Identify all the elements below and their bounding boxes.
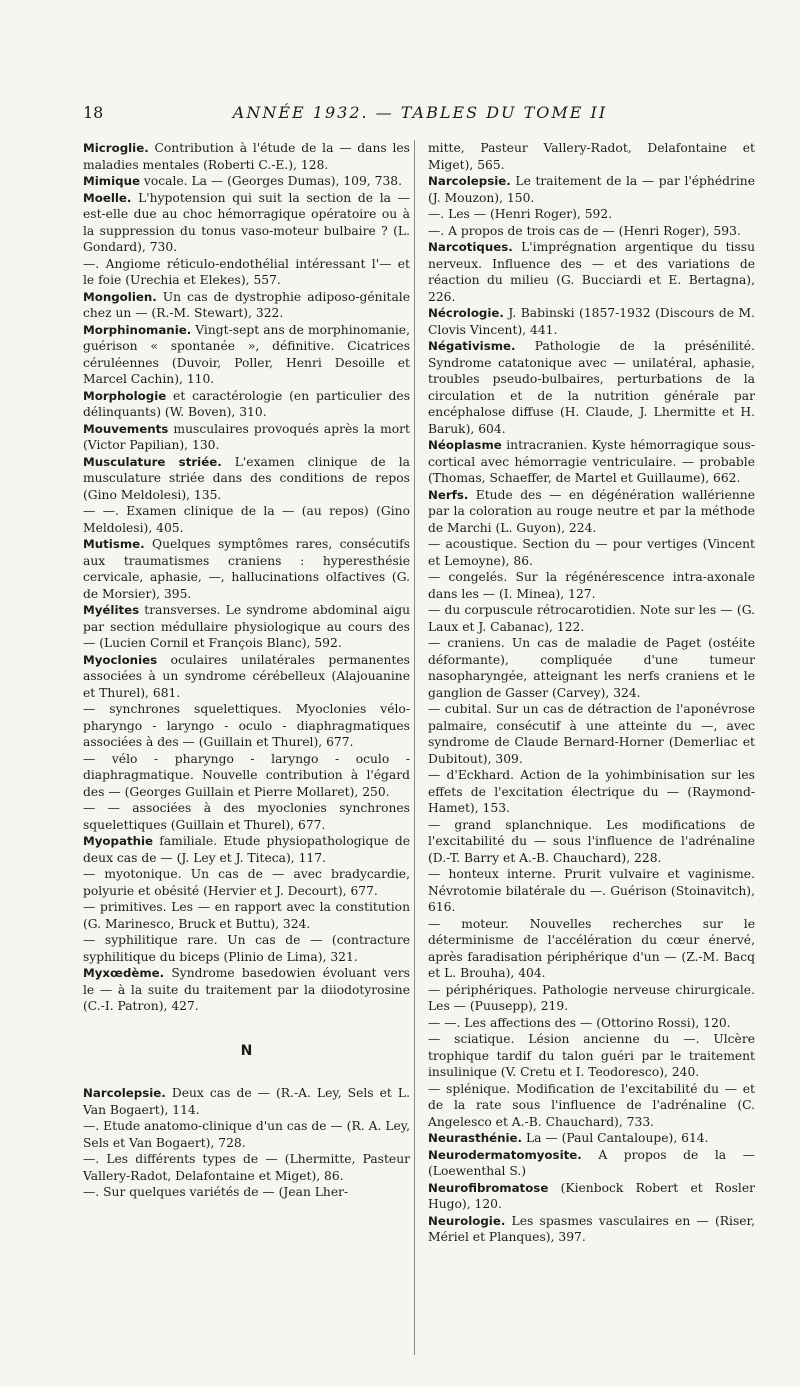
index-entry [83,173,410,190]
entry-text: — —. Les affections des — (Ottorino Rossi), 120. [428,1015,731,1030]
entry-text: — moteur. Nouvelles recherches sur le déterminisme de l'accélération du cœur énervé, après faradisation périphérique d'un — (Z.-M. Bacq et L. Brouha), 404. [428,916,755,980]
index-entry [83,932,410,965]
entry-text: L'imprégnation argentique du tissu nerveux. Influence des — et des variations de réaction du milieu (G. Bucciardi et E. Bertagna), 226. [428,240,755,304]
index-entry [428,536,755,569]
index-entry [83,190,410,256]
entry-text: L'examen clinique de la musculature striée dans des conditions de repos (Gino Meldolesi), 135. [83,454,410,502]
entry-headword: Moelle. [83,190,132,205]
right-column [428,140,755,1246]
index-entry [83,388,410,421]
running-title: ANNÉE 1932. — TABLES DU TOME II [232,103,608,122]
index-entry [83,421,410,454]
index-entry [428,140,755,173]
entry-text: intracranien. Kyste hémorragique sous-cortical avec hémorragie ventriculaire. — probable (Thomas, Schaeffer, de Martel et Guillaume), 662. [428,438,755,485]
entry-headword: Neurofibromatose [428,1180,549,1195]
index-entry [428,239,755,305]
entry-text: — splénique. Modification de l'excitabilité du — et de la rate sous l'influence de l'adrénaline (C. Angelesco et A.-B. Chauchard), 733. [428,1081,755,1129]
index-entry [428,487,755,537]
index-entry [428,602,755,635]
index-entry [83,454,410,504]
index-entry [428,1147,755,1180]
entry-text: vocale. La — (Georges Dumas), 109, 738. [139,174,402,188]
index-entry [428,206,755,223]
index-entry [83,289,410,322]
entry-text: (Kienbock Robert et Rosler Hugo), 120. [428,1180,755,1211]
entry-text: — d'Eckhard. Action de la yohimbinisation sur les effets de l'excitation électrique du — (Raymond-Hamet), 153. [428,768,755,815]
entry-text: — grand splanchnique. Les modifications de l'excitabilité du — sous l'influence de l'adrénaline (D.-T. Barry et A.-B. Chauchard), 228. [428,817,755,865]
page-header [0,103,800,125]
entry-text: — myotonique. Un cas de — avec bradycardie, polyurie et obésité (Hervier et J. Decourt), 677. [83,867,410,898]
entry-text: —. Les — (Henri Roger), 592. [428,207,613,221]
index-entry [428,1180,755,1213]
entry-text: Un cas de dystrophie adiposo-génitale chez un — (R.-M. Stewart), 322. [83,289,410,320]
index-entry [83,1151,410,1184]
index-entry [428,223,755,240]
entry-text: J. Babinski (1857-1932 (Discours de M. Clovis Vincent), 441. [428,306,755,337]
index-entry [428,173,755,206]
entry-text: La — (Paul Cantaloupe), 614. [522,1131,709,1145]
entry-headword: Narcolepsie. [83,1086,166,1100]
entry-text: —. Sur quelques variétés de — (Jean Lher- [83,1185,349,1199]
entry-text: — — associées à des myoclonies synchrones squelettiques (Guillain et Thurel), 677. [83,801,410,832]
entry-text: — synchrones squelettiques. Myoclonies vélo-pharyngo - laryngo - oculo - diaphragmatiques associées à des — (Guillain et Thurel), 677. [83,702,410,749]
entry-text: familiale. Etude physiopathologique de deux cas de — (J. Ley et J. Titeca), 117. [83,834,410,865]
entry-headword: Mimique [83,174,140,188]
index-entry [428,767,755,817]
entry-text: — acoustique. Section du — pour vertiges (Vincent et Lemoyne), 86. [428,537,755,568]
entry-text: A propos de la — (Loewenthal S.) [428,1147,755,1178]
entry-headword: Neurodermatomyosite. [428,1147,582,1162]
index-entry [83,965,410,1015]
entry-headword: Narcotiques. [428,240,513,254]
entry-text: et caractérologie (en particulier des délinquants) (W. Boven), 310. [83,388,410,419]
entry-headword: Neurologie. [428,1213,506,1228]
index-entry [428,1015,755,1032]
entry-text: mitte, Pasteur Vallery-Radot, Delafontaine et Miget), 565. [428,141,755,172]
entry-text: Le traitement de la — par l'éphédrine (J. Mouzon), 150. [428,174,755,205]
index-entry [83,866,410,899]
entry-headword: Nerfs. [428,487,469,502]
entry-text: L'hypotension qui suit la section de la — est-elle due au choc hémorragique opératoire ou à la suppression du tonus vaso-moteur bulbaire ? (L. Gondard), 730. [83,190,410,254]
entry-headword: Musculature striée. [83,454,222,469]
index-entry [83,800,410,833]
index-entry [83,536,410,602]
index-entry [428,1213,755,1246]
entry-text: Syndrome basedowien évoluant vers le — à la suite du traitement par la diiodotyrosine (C.-I. Patron), 427. [83,966,410,1013]
index-entry [428,1130,755,1147]
entry-text: —. Etude anatomo-clinique d'un cas de — (R. A. Ley, Sels et Van Bogaert), 728. [83,1119,410,1150]
entry-text: musculaires provoqués après la mort (Victor Papilian), 130. [83,421,410,452]
index-entry [428,1031,755,1081]
index-entry [83,503,410,536]
index-entry [428,437,755,487]
entry-text: — cubital. Sur un cas de détraction de l'aponévrose palmaire, consécutif à une atteinte du —, avec syndrome de Claude Bernard-Horner (Demerliac et Dubitout), 309. [428,702,755,766]
index-entry [83,1184,410,1201]
entry-headword: Neurasthénie. [428,1131,523,1145]
entry-text: — congelés. Sur la régénérescence intra-axonale dans les — (I. Minea), 127. [428,570,755,601]
index-entry [83,751,410,801]
index-entry [428,866,755,916]
index-entry [83,833,410,866]
entry-text: — vélo - pharyngo - laryngo - oculo - diaphragmatique. Nouvelle contribution à l'égard des — (Georges Guillain et Pierre Mollaret), 250. [83,751,410,799]
entry-headword: Myoclonies [83,652,158,667]
entry-text: — sciatique. Lésion ancienne du —. Ulcère trophique tardif du talon guéri par le traitement insulinique (V. Cretu et I. Teodoresco), 240. [428,1032,755,1079]
index-entry [83,1085,410,1118]
entry-text: — honteux interne. Prurit vulvaire et vaginisme. Névrotomie bilatérale du —. Guérison (Stoinavitch), 616. [428,867,755,914]
entry-text: —. Les différents types de — (Lhermitte, Pasteur Vallery-Radot, Delafontaine et Miget), 86. [83,1152,410,1183]
entry-headword: Myopathie [83,834,154,848]
column-divider [414,140,415,1355]
index-entry [83,899,410,932]
entry-headword: Morphologie [83,388,167,403]
entry-headword: Négativisme. [428,339,516,353]
entry-text: Etude des — en dégénération wallérienne par la coloration au rouge neutre et par la méthode de Marchi (L. Guyon), 224. [428,487,755,535]
entry-headword: Morphinomanie. [83,322,192,337]
entry-text: Contribution à l'étude de la — dans les maladies mentales (Roberti C.-E.), 128. [83,141,410,172]
entry-headword: Néoplasme [428,438,502,452]
page-number: 18 [83,103,104,122]
entry-headword: Mongolien. [83,289,157,304]
entry-headword: Narcolepsie. [428,174,511,188]
section-letter: N [240,1042,253,1059]
entry-headword: Mouvements [83,421,169,436]
entry-text: — craniens. Un cas de maladie de Paget (ostéite déformante), compliquée d'une tumeur nasopharyngée, atteignant les nerfs craniens et le ganglion de Gasser (Carvey), 324. [428,636,755,700]
entry-text: Vingt-sept ans de morphinomanie, guérison « spontanée », définitive. Cicatrices céruléennes (Duvoir, Poller, Henri Desoille et Marcel Cachin), 110. [83,322,410,386]
entry-text: Quelques symptômes rares, consécutifs aux traumatismes craniens : hyperesthésie cervicale, aphasie, —, hallucinations olfactives (G. de Morsier), 395. [83,537,410,601]
entry-text: — du corpuscule rétrocarotidien. Note sur les — (G. Laux et J. Cabanac), 122. [428,603,755,634]
left-column [83,140,410,1201]
entry-text: — syphilitique rare. Un cas de — (contracture syphilitique du biceps (Plinio de Lima), 321. [83,933,410,964]
entry-headword: Mutisme. [83,537,145,551]
entry-text: —. A propos de trois cas de — (Henri Roger), 593. [428,223,741,238]
entry-headword: Nécrologie. [428,306,504,320]
index-entry [428,817,755,867]
entry-text: transverses. Le syndrome abdominal aigu par section médullaire physiologique au cours des — (Lucien Cornil et François Blanc), 592. [83,603,410,650]
entry-text: oculaires unilatérales permanentes associées à un syndrome cérébelleux (Alajouanine et Thurel), 681. [83,652,410,700]
index-entry [428,305,755,338]
index-entry [83,652,410,702]
entry-text: —. Angiome réticulo-endothélial intéressant l'— et le foie (Urechia et Elekes), 557. [83,256,410,287]
entry-text: — périphériques. Pathologie nerveuse chirurgicale. Les — (Puusepp), 219. [428,982,755,1013]
entry-text: Deux cas de — (R.-A. Ley, Sels et L. Van Bogaert), 114. [83,1086,410,1117]
entry-headword: Myélites [83,603,140,617]
entry-text: — primitives. Les — en rapport avec la constitution (G. Marinesco, Bruck et Buttu), 324. [83,900,410,931]
index-entry [83,256,410,289]
index-entry [428,916,755,982]
index-entry [428,701,755,767]
index-entry [428,982,755,1015]
index-entry [83,1118,410,1151]
entry-headword: Microglie. [83,141,149,155]
entry-text: — —. Examen clinique de la — (au repos) (Gino Meldolesi), 405. [83,504,410,535]
index-entry [83,701,410,751]
index-entry [83,602,410,652]
entry-text: Les spasmes vasculaires en — (Riser, Mériel et Planques), 397. [428,1213,755,1244]
index-entry [428,569,755,602]
index-entry [428,635,755,701]
index-entry [428,338,755,437]
index-entry [428,1081,755,1131]
entry-headword: Myxœdème. [83,966,165,980]
entry-text: Pathologie de la présénilité. Syndrome catatonique avec — unilatéral, aphasie, troubles pseudo-bulbaires, perturbations de la circulation et de la nutrition générale par encéphalose diffuse (H. Claude, J. Lhermitte et H. Baruk), 604. [428,339,755,436]
index-entry [83,140,410,173]
index-entry [83,322,410,388]
